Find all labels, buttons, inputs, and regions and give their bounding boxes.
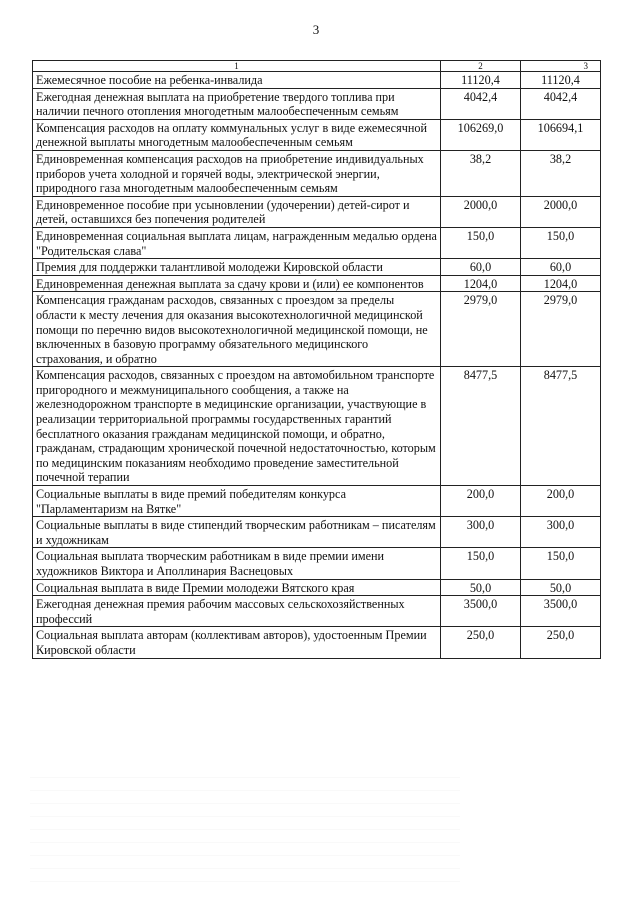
- value-col2-cell: 2000,0: [441, 196, 521, 227]
- value-col3-cell: 2979,0: [521, 292, 601, 367]
- row-name-cell: Компенсация расходов на оплату коммунальных услуг в виде ежемесячной денежной выплаты многодетным малообеспеченным семьям: [33, 119, 441, 150]
- budget-table: [32, 60, 601, 659]
- row-name-cell: Единовременная денежная выплата за сдачу крови и (или) ее компонентов: [33, 275, 441, 292]
- row-name-cell: Социальная выплата авторам (коллективам авторов), удостоенным Премии Кировской области: [33, 627, 441, 658]
- value-col2-cell: 38,2: [441, 150, 521, 196]
- table-row: [33, 596, 601, 627]
- table-row: [33, 517, 601, 548]
- table-row: [33, 119, 601, 150]
- value-col2-cell: 1204,0: [441, 275, 521, 292]
- table-row: [33, 150, 601, 196]
- value-col2-cell: 106269,0: [441, 119, 521, 150]
- row-name-cell: Единовременная компенсация расходов на приобретение индивидуальных приборов учета холодной и горячей воды, электрической энергии, природного газа многодетным малообеспеченным семьям: [33, 150, 441, 196]
- table-row: [33, 275, 601, 292]
- value-col3-cell: 50,0: [521, 579, 601, 596]
- table-row: [33, 548, 601, 579]
- value-col3-cell: 60,0: [521, 259, 601, 276]
- table-row: [33, 486, 601, 517]
- table-header-row: [33, 61, 601, 72]
- column-header-2: 2: [441, 61, 521, 72]
- column-header-3: 3: [521, 61, 601, 72]
- table-body: [33, 61, 601, 659]
- row-name-cell: Социальная выплата творческим работникам в виде премии имени художников Виктора и Аполлинария Васнецовых: [33, 548, 441, 579]
- table-row: [33, 292, 601, 367]
- value-col3-cell: 8477,5: [521, 367, 601, 486]
- table-row: [33, 72, 601, 89]
- row-name-cell: Компенсация гражданам расходов, связанных с проездом за пределы области к месту лечения для оказания высокотехнологичной медицинской помощи по перечню видов высокотехнологичной медицинской помощи, не включенных в базовую программу обязательного медицинского страхования, и обратно: [33, 292, 441, 367]
- row-name-cell: Ежегодная денежная премия рабочим массовых сельскохозяйственных профессий: [33, 596, 441, 627]
- value-col2-cell: 150,0: [441, 227, 521, 258]
- value-col2-cell: 150,0: [441, 548, 521, 579]
- value-col3-cell: 250,0: [521, 627, 601, 658]
- row-name-cell: Социальная выплата в виде Премии молодежи Вятского края: [33, 579, 441, 596]
- row-name-cell: Ежегодная денежная выплата на приобретение твердого топлива при наличии печного отопления многодетным малообеспеченным семьям: [33, 88, 441, 119]
- table-row: [33, 627, 601, 658]
- value-col3-cell: 300,0: [521, 517, 601, 548]
- row-name-cell: Премия для поддержки талантливой молодежи Кировской области: [33, 259, 441, 276]
- value-col3-cell: 4042,4: [521, 88, 601, 119]
- value-col3-cell: 150,0: [521, 227, 601, 258]
- value-col2-cell: 50,0: [441, 579, 521, 596]
- column-header-1: 1: [33, 61, 441, 72]
- value-col2-cell: 200,0: [441, 486, 521, 517]
- value-col3-cell: 38,2: [521, 150, 601, 196]
- value-col3-cell: 2000,0: [521, 196, 601, 227]
- value-col2-cell: 11120,4: [441, 72, 521, 89]
- row-name-cell: Компенсация расходов, связанных с проездом на автомобильном транспорте пригородного и межмуниципального сообщения, а также на железнодорожном транспорте в медицинские организации, участвующие в реализации территориальной программы государственных гарантий бесплатного оказания гражданам медицинской помощи, и обратно, гражданам, страдающим хронической почечной недостаточностью, которым по медицинским показаниям необходимо проведение заместительной почечной терапии: [33, 367, 441, 486]
- page-number: 3: [312, 22, 320, 37]
- table-row: [33, 579, 601, 596]
- row-name-cell: Единовременная социальная выплата лицам, награжденным медалью ордена "Родительская слава": [33, 227, 441, 258]
- row-name-cell: Единовременное пособие при усыновлении (удочерении) детей-сирот и детей, оставшихся без попечения родителей: [33, 196, 441, 227]
- value-col3-cell: 11120,4: [521, 72, 601, 89]
- value-col2-cell: 60,0: [441, 259, 521, 276]
- value-col2-cell: 250,0: [441, 627, 521, 658]
- value-col2-cell: 300,0: [441, 517, 521, 548]
- value-col3-cell: 3500,0: [521, 596, 601, 627]
- value-col2-cell: 8477,5: [441, 367, 521, 486]
- scan-artifacts: [30, 772, 460, 882]
- value-col3-cell: 200,0: [521, 486, 601, 517]
- table-row: [33, 227, 601, 258]
- table-row: [33, 367, 601, 486]
- table-row: [33, 259, 601, 276]
- row-name-cell: Социальные выплаты в виде премий победителям конкурса "Парламентаризм на Вятке": [33, 486, 441, 517]
- row-name-cell: Ежемесячное пособие на ребенка-инвалида: [33, 72, 441, 89]
- row-name-cell: Социальные выплаты в виде стипендий творческим работникам – писателям и художникам: [33, 517, 441, 548]
- value-col2-cell: 3500,0: [441, 596, 521, 627]
- value-col2-cell: 2979,0: [441, 292, 521, 367]
- value-col3-cell: 1204,0: [521, 275, 601, 292]
- value-col3-cell: 106694,1: [521, 119, 601, 150]
- table-row: [33, 88, 601, 119]
- value-col2-cell: 4042,4: [441, 88, 521, 119]
- table-row: [33, 196, 601, 227]
- value-col3-cell: 150,0: [521, 548, 601, 579]
